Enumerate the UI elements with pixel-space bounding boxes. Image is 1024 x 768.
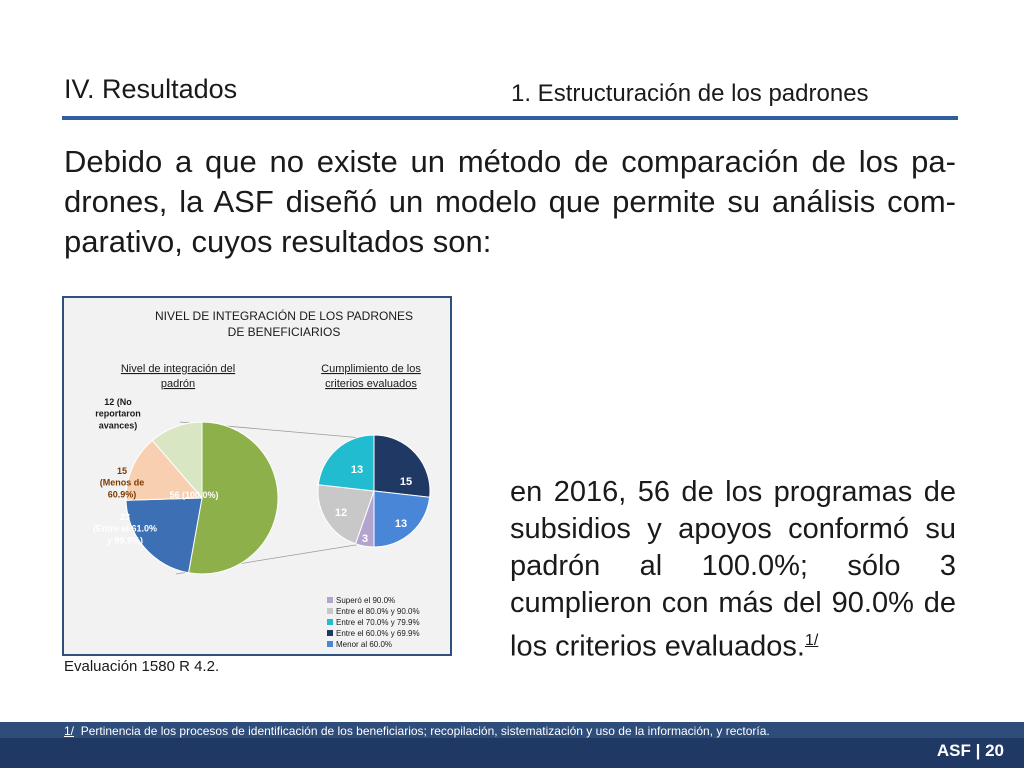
left-pie-label-line: 15 [116,466,128,476]
left-pie-label [95,397,141,430]
right-pie-slice [318,435,374,491]
footnote-text: Pertinencia de los procesos de identificación de los beneficiarios; recopilación, sistematización y uso de la información, y rectoría. [80,724,770,738]
source-note: Evaluación 1580 R 4.2. [64,658,220,675]
chart-title-line1: NIVEL DE INTEGRACIÓN DE LOS PADRONES [154,309,414,323]
left-pie-label-line: reportaron [95,408,141,419]
right-pie-subtitle-line2: criterios evaluados [325,378,417,390]
chart-panel [62,296,452,656]
summary-footnote-ref: 1/ [804,632,819,649]
legend-swatch [327,619,333,625]
left-pie-label-line: (Entre el 61.0% [92,523,158,534]
legend-label: Entre el 70.0% y 79.9% [336,618,420,627]
left-pie-label [169,490,218,500]
pie-chart [64,298,450,654]
legend-label: Superó el 90.0% [336,596,396,605]
header-divider [62,116,958,120]
page-number: ASF | 20 [936,741,1004,760]
summary-text: en 2016, 56 de los programas de subsidios y apoyos conformó su padrón al 100.0%; sólo 3 cumplieron con más del 90.0% de los criterios evaluados. [510,476,956,663]
right-pie-label: 13 [394,518,408,530]
right-pie-subtitle-line1: Cumplimiento de los [321,363,421,375]
legend-swatch [327,630,333,636]
legend-label: Menor al 60.0% [336,640,393,649]
left-pie-label-line: 23 [119,512,131,522]
left-pie-subtitle-line1: Nivel de integración del [120,363,236,375]
left-pie-label-line: 12 (No [104,397,132,407]
left-pie [93,397,278,574]
footnote [64,724,770,738]
legend-swatch [327,608,333,614]
footnote-ref: 1/ [64,724,75,738]
legend-swatch [327,597,333,603]
right-pie-label: 15 [399,476,413,488]
left-pie-label-line: y 99.9%) [106,535,144,546]
chart-legend [327,596,420,649]
chart-title-line2: DE BENEFICIARIOS [227,325,341,339]
legend-label: Entre el 60.0% y 69.9% [336,629,420,638]
left-pie-label-line: 60.9%) [107,489,137,500]
right-pie-label: 3 [361,533,369,545]
section-title: IV. Resultados [64,74,238,104]
right-pie-label: 12 [334,507,348,519]
right-pie-label: 13 [350,464,364,476]
legend-label: Entre el 80.0% y 90.0% [336,607,420,616]
left-pie-subtitle-line2: padrón [160,378,196,390]
left-pie-label-line: (Menos de [99,477,145,488]
subsection-title: 1. Estructuración de los padrones [511,80,869,107]
summary-paragraph [510,474,956,666]
intro-paragraph: Debido a que no existe un método de comparación de los pa-drones, la ASF diseñó un modelo que permite su análisis com-parativo, cuyos resultados son: [64,144,956,259]
legend-swatch [327,641,333,647]
right-pie [318,435,430,547]
left-pie-label-line: 56 (100.0%) [169,490,219,500]
left-pie-label-line: avances) [98,420,138,431]
